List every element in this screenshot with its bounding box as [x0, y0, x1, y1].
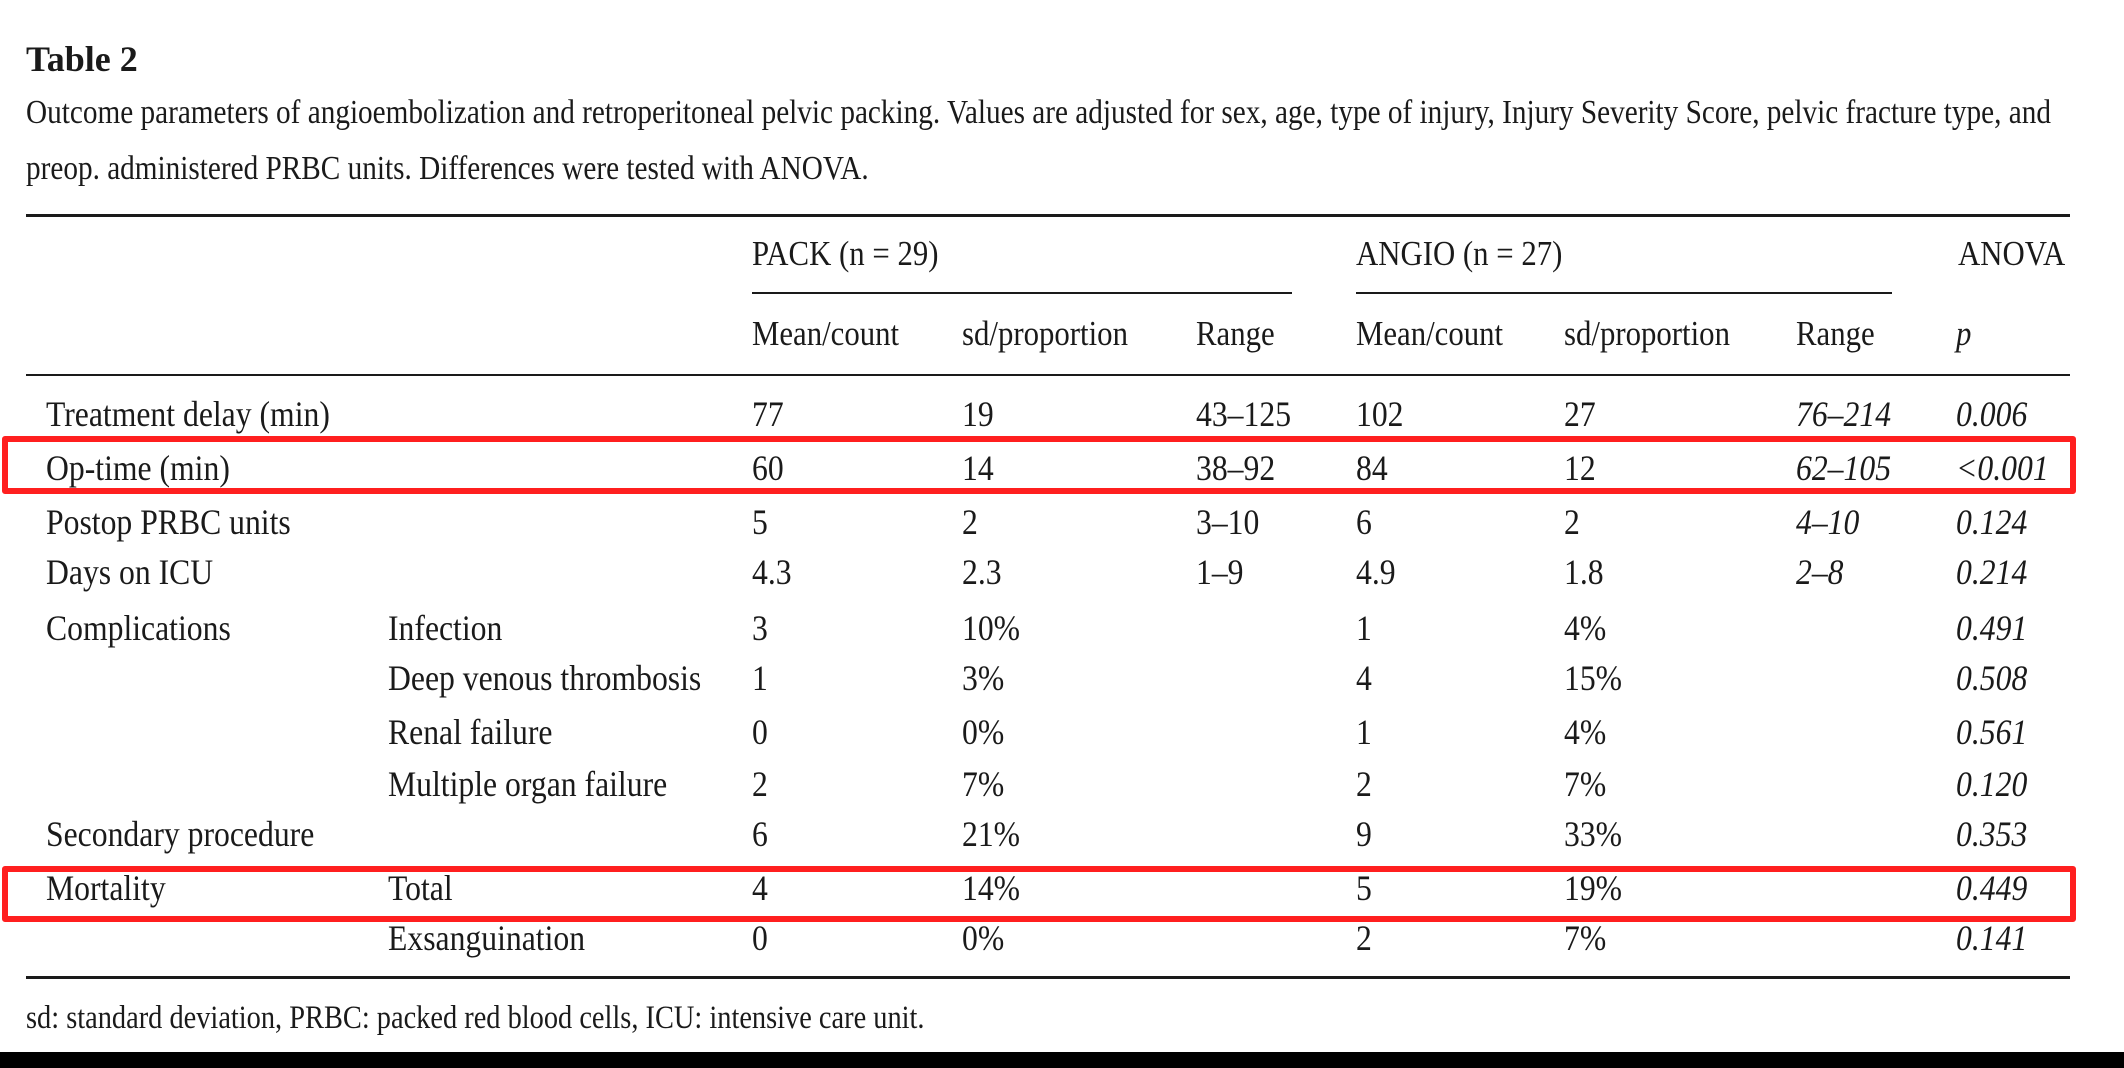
column-header: Range [1196, 314, 1275, 353]
group-header-anova: ANOVA [1958, 234, 2066, 273]
header-rule [26, 374, 2070, 376]
table-cell: 19 [962, 394, 994, 434]
p-value-cell: 0.491 [1956, 608, 2028, 648]
column-header: sd/proportion [962, 314, 1128, 353]
table-label: Table 2 [26, 39, 138, 79]
top-rule [26, 214, 2070, 217]
column-header: p [1956, 314, 1972, 353]
table-cell: 5 [1356, 868, 1372, 908]
table-cell: 1–9 [1196, 552, 1244, 592]
table-cell: 76–214 [1796, 394, 1892, 434]
table-cell: 1 [752, 658, 768, 698]
table-cell: 4 [752, 868, 768, 908]
row-sublabel: Multiple organ failure [388, 764, 668, 804]
row-label: Treatment delay (min) [46, 394, 330, 434]
table-cell: 12 [1564, 448, 1596, 488]
highlight-box-op-time [2, 436, 2076, 494]
table-cell: 10% [962, 608, 1021, 648]
p-value-cell: 0.006 [1956, 394, 2028, 434]
table-cell: 1 [1356, 608, 1372, 648]
table-cell: 2 [1564, 502, 1580, 542]
row-label: Complications [46, 608, 231, 648]
table-caption-line-1: Outcome parameters of angioembolization and retroperitoneal pelvic packing. Values are adjusted for sex, age, type of injury, Injury Severity Score, pelvic fracture type, and [26, 94, 2051, 131]
row-sublabel: Infection [388, 608, 503, 648]
table-cell: 3% [962, 658, 1005, 698]
pack-group-rule [752, 292, 1292, 294]
column-header: sd/proportion [1564, 314, 1730, 353]
table-cell: 84 [1356, 448, 1388, 488]
bottom-rule [26, 976, 2070, 979]
table-cell: 77 [752, 394, 784, 434]
table-cell: 2 [1356, 764, 1372, 804]
p-value-cell: 0.561 [1956, 712, 2028, 752]
table-cell: 7% [1564, 764, 1607, 804]
table-cell: 2 [1356, 918, 1372, 958]
p-value-cell: 0.353 [1956, 814, 2028, 854]
table-cell: 6 [752, 814, 768, 854]
table-cell: 38–92 [1196, 448, 1276, 488]
table-cell: 14 [962, 448, 994, 488]
table-cell: 3–10 [1196, 502, 1260, 542]
p-value-cell: 0.124 [1956, 502, 2028, 542]
table-cell: 19% [1564, 868, 1623, 908]
table-cell: 4.3 [752, 552, 792, 592]
p-value-cell: <0.001 [1956, 448, 2049, 488]
row-sublabel: Deep venous thrombosis [388, 658, 702, 698]
row-label: Op-time (min) [46, 448, 230, 488]
table-cell: 9 [1356, 814, 1372, 854]
table-cell: 4 [1356, 658, 1372, 698]
row-sublabel: Total [388, 868, 453, 908]
table-cell: 21% [962, 814, 1021, 854]
table-cell: 4–10 [1796, 502, 1860, 542]
table-cell: 0 [752, 918, 768, 958]
table-cell: 62–105 [1796, 448, 1892, 488]
row-sublabel: Renal failure [388, 712, 553, 752]
table-cell: 6 [1356, 502, 1372, 542]
table-cell: 0% [962, 918, 1005, 958]
row-label: Mortality [46, 868, 166, 908]
table-cell: 60 [752, 448, 784, 488]
table-cell: 2 [962, 502, 978, 542]
table-cell: 102 [1356, 394, 1404, 434]
table-cell: 4% [1564, 608, 1607, 648]
row-label: Days on ICU [46, 552, 214, 592]
highlight-box-mortality [2, 866, 2076, 922]
row-label: Secondary procedure [46, 814, 315, 854]
table-cell: 7% [1564, 918, 1607, 958]
p-value-cell: 0.141 [1956, 918, 2028, 958]
table-cell: 15% [1564, 658, 1623, 698]
table-cell: 2.3 [962, 552, 1002, 592]
p-value-cell: 0.449 [1956, 868, 2028, 908]
p-value-cell: 0.508 [1956, 658, 2028, 698]
table-cell: 2–8 [1796, 552, 1844, 592]
p-value-cell: 0.120 [1956, 764, 2028, 804]
column-header: Range [1796, 314, 1875, 353]
table-cell: 27 [1564, 394, 1596, 434]
table-cell: 2 [752, 764, 768, 804]
group-header-angio: ANGIO (n = 27) [1356, 234, 1563, 273]
row-label: Postop PRBC units [46, 502, 291, 542]
table-footnote: sd: standard deviation, PRBC: packed red blood cells, ICU: intensive care unit. [26, 1000, 925, 1036]
column-header: Mean/count [1356, 314, 1504, 353]
group-header-pack: PACK (n = 29) [752, 234, 939, 273]
table-caption-line-2: preop. administered PRBC units. Differences were tested with ANOVA. [26, 150, 869, 187]
table-cell: 0 [752, 712, 768, 752]
table-cell: 7% [962, 764, 1005, 804]
table-cell: 14% [962, 868, 1021, 908]
table-cell: 4.9 [1356, 552, 1396, 592]
bottom-border-band [0, 1052, 2124, 1068]
table-cell: 43–125 [1196, 394, 1292, 434]
angio-group-rule [1356, 292, 1892, 294]
table-cell: 3 [752, 608, 768, 648]
table-cell: 4% [1564, 712, 1607, 752]
row-sublabel: Exsanguination [388, 918, 586, 958]
table-cell: 33% [1564, 814, 1623, 854]
p-value-cell: 0.214 [1956, 552, 2028, 592]
column-header: Mean/count [752, 314, 900, 353]
table-cell: 1.8 [1564, 552, 1604, 592]
table-cell: 1 [1356, 712, 1372, 752]
table-cell: 0% [962, 712, 1005, 752]
table-cell: 5 [752, 502, 768, 542]
